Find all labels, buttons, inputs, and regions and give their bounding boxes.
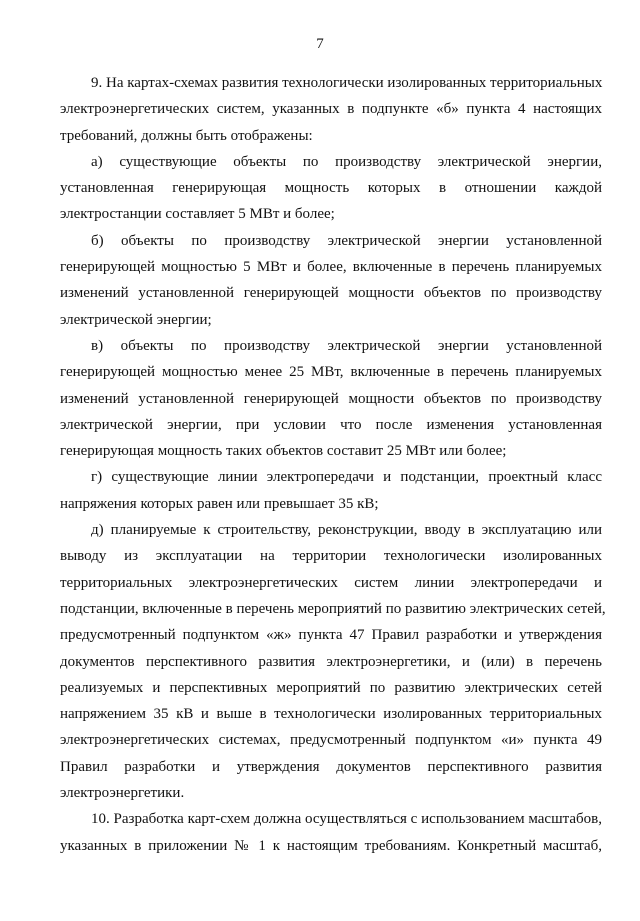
text-line: д) планируемые к строительству, реконструкции, вводу в эксплуатацию или (91, 522, 602, 539)
text-line: электроэнергетических систем, указанных в подпункте «б» пункта 4 настоящих (60, 101, 602, 118)
text-line: электрической энергии; (60, 311, 212, 328)
text-line: подстанции, включенные в перечень мероприятий по развитию электрических сетей, (60, 600, 606, 617)
text-line: требований, должны быть отображены: (60, 127, 313, 144)
text-line: изменений установленной генерирующей мощности объектов по производству (60, 285, 602, 302)
text-line: выводу из эксплуатации на территории технологически изолированных (60, 548, 602, 565)
text-line: предусмотренный подпунктом «ж» пункта 47 Правил разработки и утверждения (60, 627, 602, 644)
text-line: электроэнергетики. (60, 785, 185, 802)
list-item-d (60, 517, 606, 806)
text-line: документов перспективного развития электроэнергетики, и (или) в перечень (60, 653, 602, 670)
text-line: указанных в приложении № 1 к настоящим требованиям. Конкретный масштаб, (60, 837, 602, 854)
text-line: в) объекты по производству электрической энергии установленной (91, 337, 602, 354)
text-line: электростанции составляет 5 МВт и более; (60, 206, 335, 223)
paragraph-10 (60, 806, 602, 859)
paragraph-9 (60, 70, 602, 149)
text-line: напряжения которых равен или превышает 35 кВ; (60, 495, 379, 512)
document-body (60, 70, 606, 859)
list-item-v (60, 333, 602, 464)
text-line: генерирующей мощностью 5 МВт и более, включенные в перечень планируемых (60, 259, 602, 276)
list-item-a (60, 149, 602, 228)
text-line: изменений установленной генерирующей мощности объектов по производству (60, 390, 602, 407)
text-line: напряжением 35 кВ и выше в технологически изолированных территориальных (60, 706, 602, 723)
page-number: 7 (316, 36, 324, 52)
list-item-g (60, 464, 602, 517)
text-line: Правил разработки и утверждения документов перспективного развития (60, 758, 602, 775)
text-line: генерирующей мощностью менее 25 МВт, включенные в перечень планируемых (60, 364, 602, 381)
text-line: установленная генерирующая мощность которых в отношении каждой (60, 180, 602, 197)
text-line: электроэнергетических системах, предусмотренный подпунктом «и» пункта 49 (60, 732, 602, 749)
list-item-b (60, 228, 602, 333)
text-line: реализуемых и перспективных мероприятий по развитию электрических сетей (60, 679, 602, 696)
text-line: 9. На картах-схемах развития технологически изолированных территориальных (91, 75, 603, 91)
text-line: а) существующие объекты по производству электрической энергии, (91, 153, 602, 170)
text-line: г) существующие линии электропередачи и подстанции, проектный класс (91, 469, 602, 486)
text-line: генерирующая мощность таких объектов составит 25 МВт или более; (60, 443, 507, 460)
text-line: б) объекты по производству электрической энергии установленной (91, 232, 602, 249)
text-line: электрической энергии, при условии что после изменения установленная (60, 416, 602, 433)
text-line: 10. Разработка карт-схем должна осуществляться с использованием масштабов, (91, 811, 602, 828)
text-line: территориальных электроэнергетических систем линии электропередачи и (60, 574, 602, 591)
